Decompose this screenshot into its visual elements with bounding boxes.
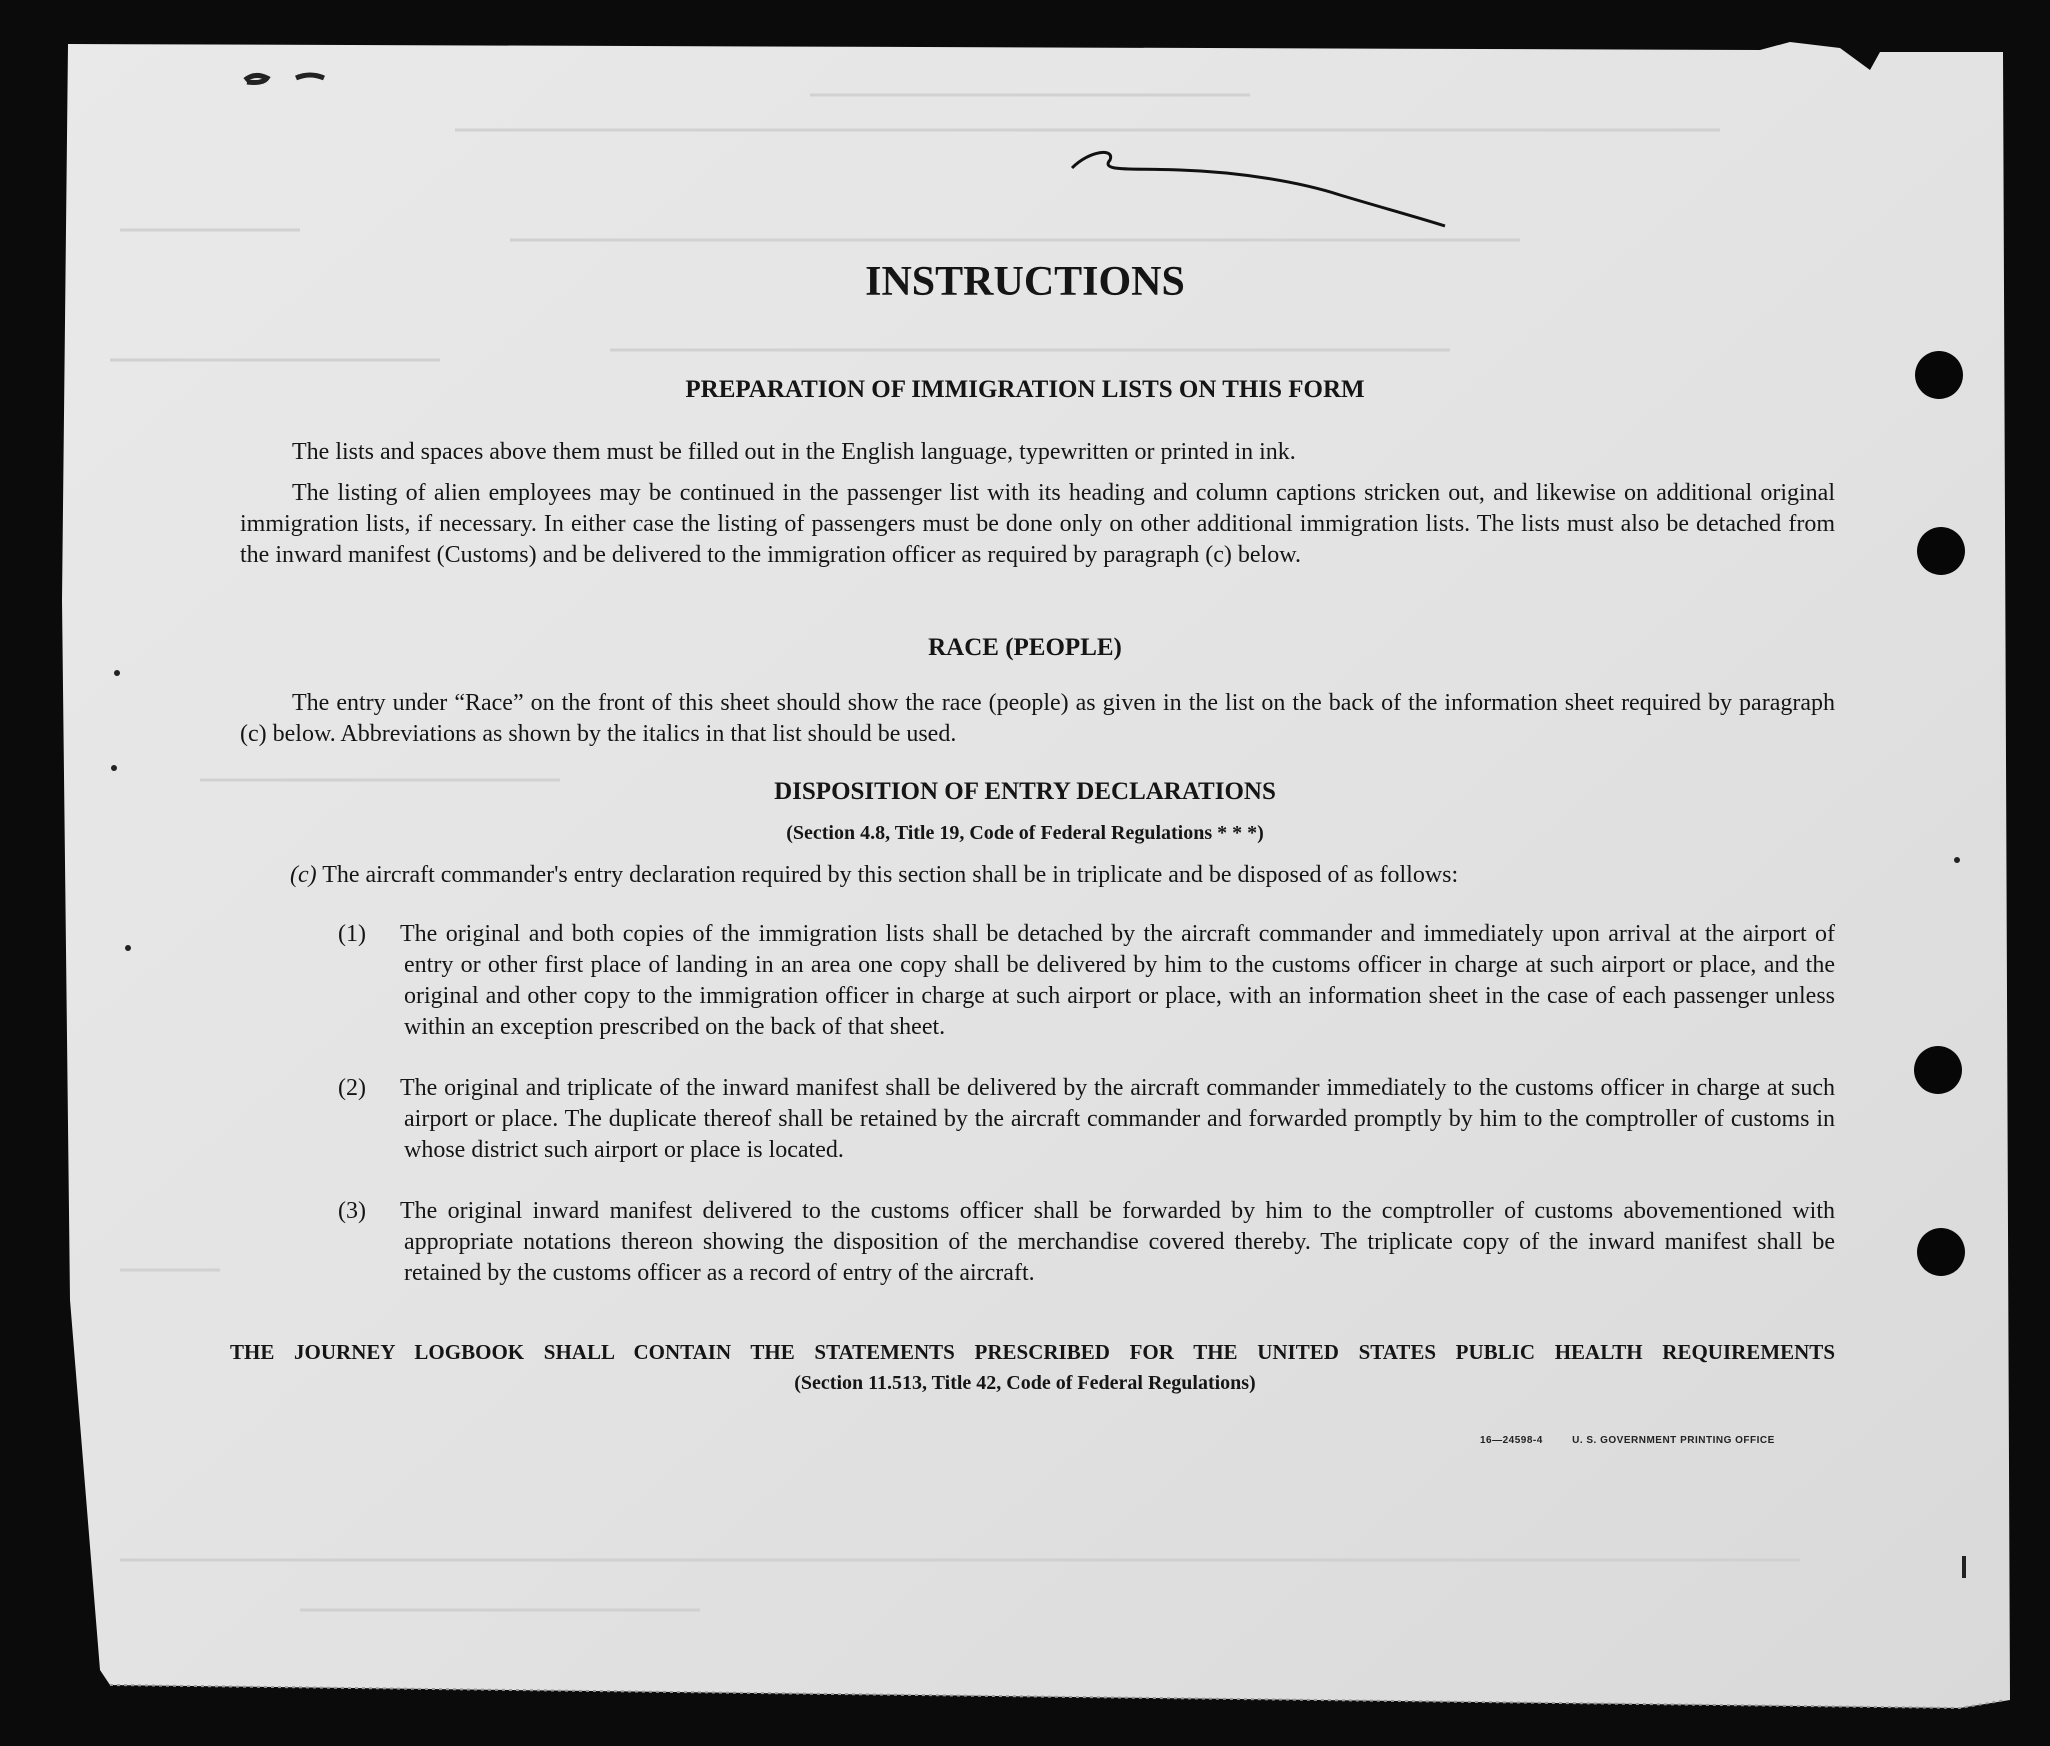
printer-imprint <box>1480 1435 1801 1446</box>
paragraph-language: The lists and spaces above them must be filled out in the English language, typewritten or printed in ink. <box>292 439 1296 465</box>
list-item-number: (3) <box>338 1198 366 1224</box>
paragraph-c-text: The aircraft commander's entry declaration required by this section shall be in triplicate and be disposed of as follows: <box>322 862 1459 888</box>
paragraph-alien-employees: The listing of alien employees may be continued in the passenger list with its heading and column captions stricken out, and likewise on additional original immigration lists, if necessary. In either case the listing of passengers must be done only on other additional immigration lists. The lists must also be detached from the inward manifest (Customs) and be delivered to the immigration officer as required by paragraph (c) below. <box>240 480 1835 568</box>
printer-name: U. S. GOVERNMENT PRINTING OFFICE <box>1572 1435 1775 1446</box>
paragraph-race: The entry under “Race” on the front of this sheet should show the race (people) as given in the list on the back of the information sheet required by paragraph (c) below. Abbreviations as shown by the italics in that list should be used. <box>240 690 1835 747</box>
section-heading-preparation: PREPARATION OF IMMIGRATION LISTS ON THIS FORM <box>685 376 1365 403</box>
list-item-text: The original inward manifest delivered to the customs officer shall be forwarded by him to the comptroller of customs abovementioned with appropriate notations thereon showing the disposition of the merchandise covered thereby. The triplicate copy of the inward manifest shall be retained by the customs officer as a record of entry of the aircraft. <box>400 1198 1835 1286</box>
list-item <box>338 1073 1835 1166</box>
disposition-citation: (Section 4.8, Title 19, Code of Federal Regulations * * *) <box>786 822 1264 844</box>
list-item <box>338 919 1835 1043</box>
list-item-text: The original and triplicate of the inward manifest shall be delivered by the aircraft commander immediately to the customs officer in charge at such airport or place. The duplicate thereof shall be retained by the aircraft commander and forwarded promptly by him to the comptroller of customs in whose district such airport or place is located. <box>400 1075 1835 1163</box>
form-number: 16—24598-4 <box>1480 1435 1543 1446</box>
public-health-citation: (Section 11.513, Title 42, Code of Federal Regulations) <box>794 1372 1256 1394</box>
public-health-statement: THE JOURNEY LOGBOOK SHALL CONTAIN THE STATEMENTS PRESCRIBED FOR THE UNITED STATES PUBLIC HEALTH REQUIREMENTS <box>230 1340 1835 1364</box>
list-item-number: (2) <box>338 1075 366 1101</box>
section-heading-race: RACE (PEOPLE) <box>928 634 1122 661</box>
list-item <box>338 1196 1835 1289</box>
list-item-number: (1) <box>338 921 366 947</box>
page-title: INSTRUCTIONS <box>865 259 1185 305</box>
paragraph-c-label: (c) <box>290 862 317 888</box>
section-heading-disposition: DISPOSITION OF ENTRY DECLARATIONS <box>774 778 1276 805</box>
paragraph-c <box>290 860 1835 891</box>
list-item-text: The original and both copies of the immigration lists shall be detached by the aircraft commander and immediately upon arrival at the airport of entry or other first place of landing in an area one copy shall be delivered by him to the customs officer in charge at such airport or place, and the original and other copy to the immigration officer in charge at such airport or place, with an information sheet in the case of each passenger unless within an exception prescribed on the back of that sheet. <box>400 921 1835 1040</box>
